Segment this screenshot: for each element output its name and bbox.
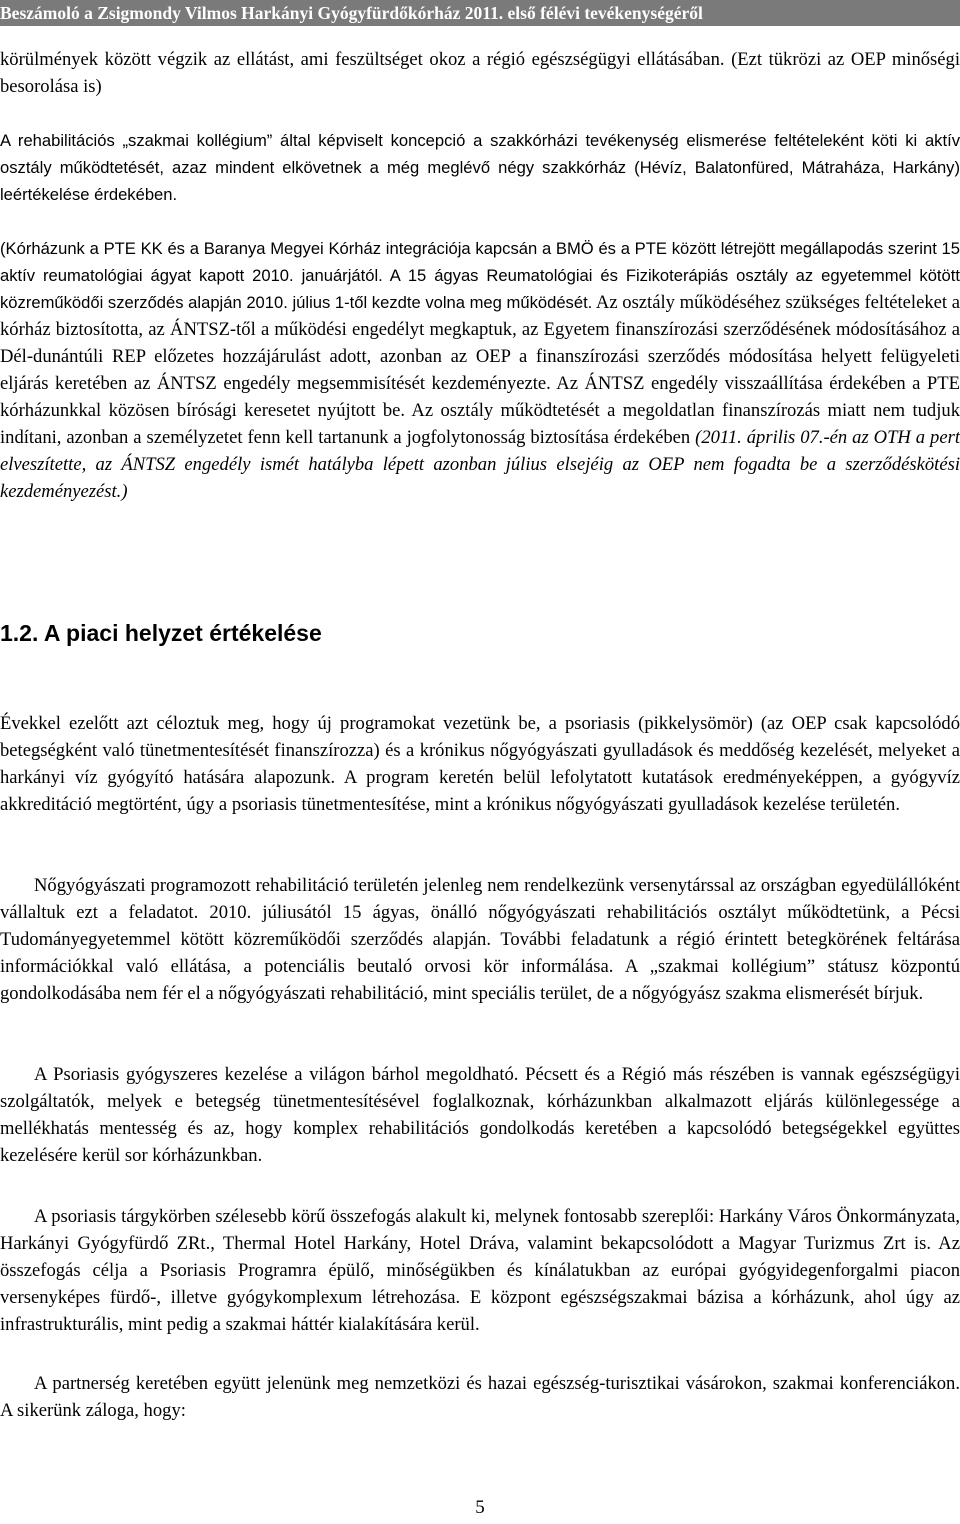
paragraph-part-conditions: Az osztály működéséhez szükséges feltételeket a kórház biztosította, az ÁNTSZ-től a működési engedélyt megkaptuk, az Egyetem finanszírozási szerződésének módosításához a Dél-dunántúli REP előzetes hozzájárulást adott, azonban az OEP a finanszírozási szerződés módosítása helyett felügyeleti eljárás keretében az ÁNTSZ engedély megsemmisítését kezdeményezte. Az ÁNTSZ engedély visszaállítása érdekében a PTE kórházunkkal közösen bírósági keresetet nyújtott be. Az osztály működtetését a megoldatlan finanszírozás miatt nem tudjuk indítani, azonban a személyzetet fenn kell tartanunk a jogfolytonosság biztosítása érdekében [0,292,960,448]
paragraph-part-court: (2011. április 07.-én az OTH a pert elveszítette, az ÁNTSZ engedély ismét hatályba lépett azonban július elsejéig az OEP nem fogadta be a szerződéskötési kezdeményezést.) [0,427,960,502]
paragraph-gynecology: Nőgyógyászati programozott rehabilitáció területén jelenleg nem rendelkezünk versenytárssal az országban egyedülállóként vállaltuk ezt a feladatot. 2010. júliusától 15 ágyas, önálló nőgyógyászati rehabilitációs osztályt működtetünk, a Pécsi Tudományegyetemmel kötött közreműködői szerződés alapján. További feladatunk a régió érintett betegkörének feltárása információkkal való ellátása, a potenciális beutaló orvosi kör informálása. A „szakmai kollégium” státusz központú gondolkodásába nem fér el a nőgyógyászati rehabilitáció, mint speciális terület, de a nőgyógyász szakma elismerését bírjuk. [0,875,960,1004]
document-title: Beszámoló a Zsigmondy Vilmos Harkányi Gyógyfürdőkórház 2011. első félévi tevékenységéről [0,3,703,23]
paragraph-osztaly-history [0,235,960,505]
paragraph-psoriasis-cooperation: A psoriasis tárgykörben szélesebb körű összefogás alakult ki, melynek fontosabb szereplői: Harkány Város Önkormányzata, Harkányi Gyógyfürdő ZRt., Thermal Hotel Harkány, Hotel Dráva, valamint bekapcsolódott a Magyar Turizmus Zrt is. Az összefogás célja a Psoriasis Programra épülő, minőségükben és kínálatukban az európai gyógyidegenforgalmi piacon versenyképes fürdő-, illetve gyógykomplexum létrehozása. E központ egészségszakmai bázisa a kórházunk, ahol úgy az infrastrukturális, mint pedig a szakmai háttér kialakítására kerül. [0,1206,960,1335]
paragraph-rehabilitation-concept: A rehabilitációs „szakmai kollégium” által képviselt koncepció a szakkórházi tevékenység elismerése feltételeként köti ki aktív osztály működtetését, azaz mindent elkövetnek a még meglévő négy szakkórház (Hévíz, Balatonfüred, Mátraháza, Harkány) leértékelése érdekében. [0,131,960,204]
page-header-bar [0,0,960,26]
page-number: 5 [475,1497,485,1518]
paragraph-part-integration: (Kórházunk a PTE KK és a Baranya Megyei Kórház integrációja kapcsán a BMÖ és a PTE között létrejött megállapodás szerint 15 aktív reumatológiai ágyat kapott 2010. januárjától. [0,239,960,285]
paragraph-partnership: A partnerség keretében együtt jelenünk meg nemzetközi és hazai egészség-turisztikai vásárokon, szakmai konferenciákon. A sikerünk záloga, hogy: [0,1373,960,1421]
paragraph-part-osztaly: A 15 ágyas Reumatológiai és Fizikoterápiás osztály az egyetemmel kötött közreműködői szerződés alapján 2010. július 1-től kezdte volna meg működését. [0,266,960,312]
paragraph-psoriasis-treatment: A Psoriasis gyógyszeres kezelése a világon bárhol megoldható. Pécsett és a Régió más részében is vannak egészségügyi szolgáltatók, melyek e betegség tünetmentesítésével foglalkoznak, kórházunkban alkalmazott eljárás különlegessége a mellékhatás mentesség és az, hogy komplex rehabilitációs gondolkodás keretében a kapcsolódó betegségekkel együttes kezelésére kerül sor kórházunkban. [0,1064,960,1166]
paragraph-continuation: körülmények között végzik az ellátást, ami feszültséget okoz a régió egészségügyi ellátásában. (Ezt tükrözi az OEP minőségi besorolása is) [0,49,960,97]
section-heading: 1.2. A piaci helyzet értékelése [0,620,322,646]
paragraph-programs: Évekkel ezelőtt azt céloztuk meg, hogy új programokat vezetünk be, a psoriasis (pikkelysömör) (az OEP csak kapcsolódó betegségként való tünetmentesítését finanszírozza) és a krónikus nőgyógyászati gyulladások és meddőség kezelését, melyeket a harkányi víz gyógyító hatására alapozunk. A program keretén belül lefolytatott kutatások eredményeképpen, a gyógyvíz akkreditáció megtörtént, úgy a psoriasis tünetmentesítése, mint a krónikus nőgyógyászati gyulladások kezelése területén. [0,713,960,815]
